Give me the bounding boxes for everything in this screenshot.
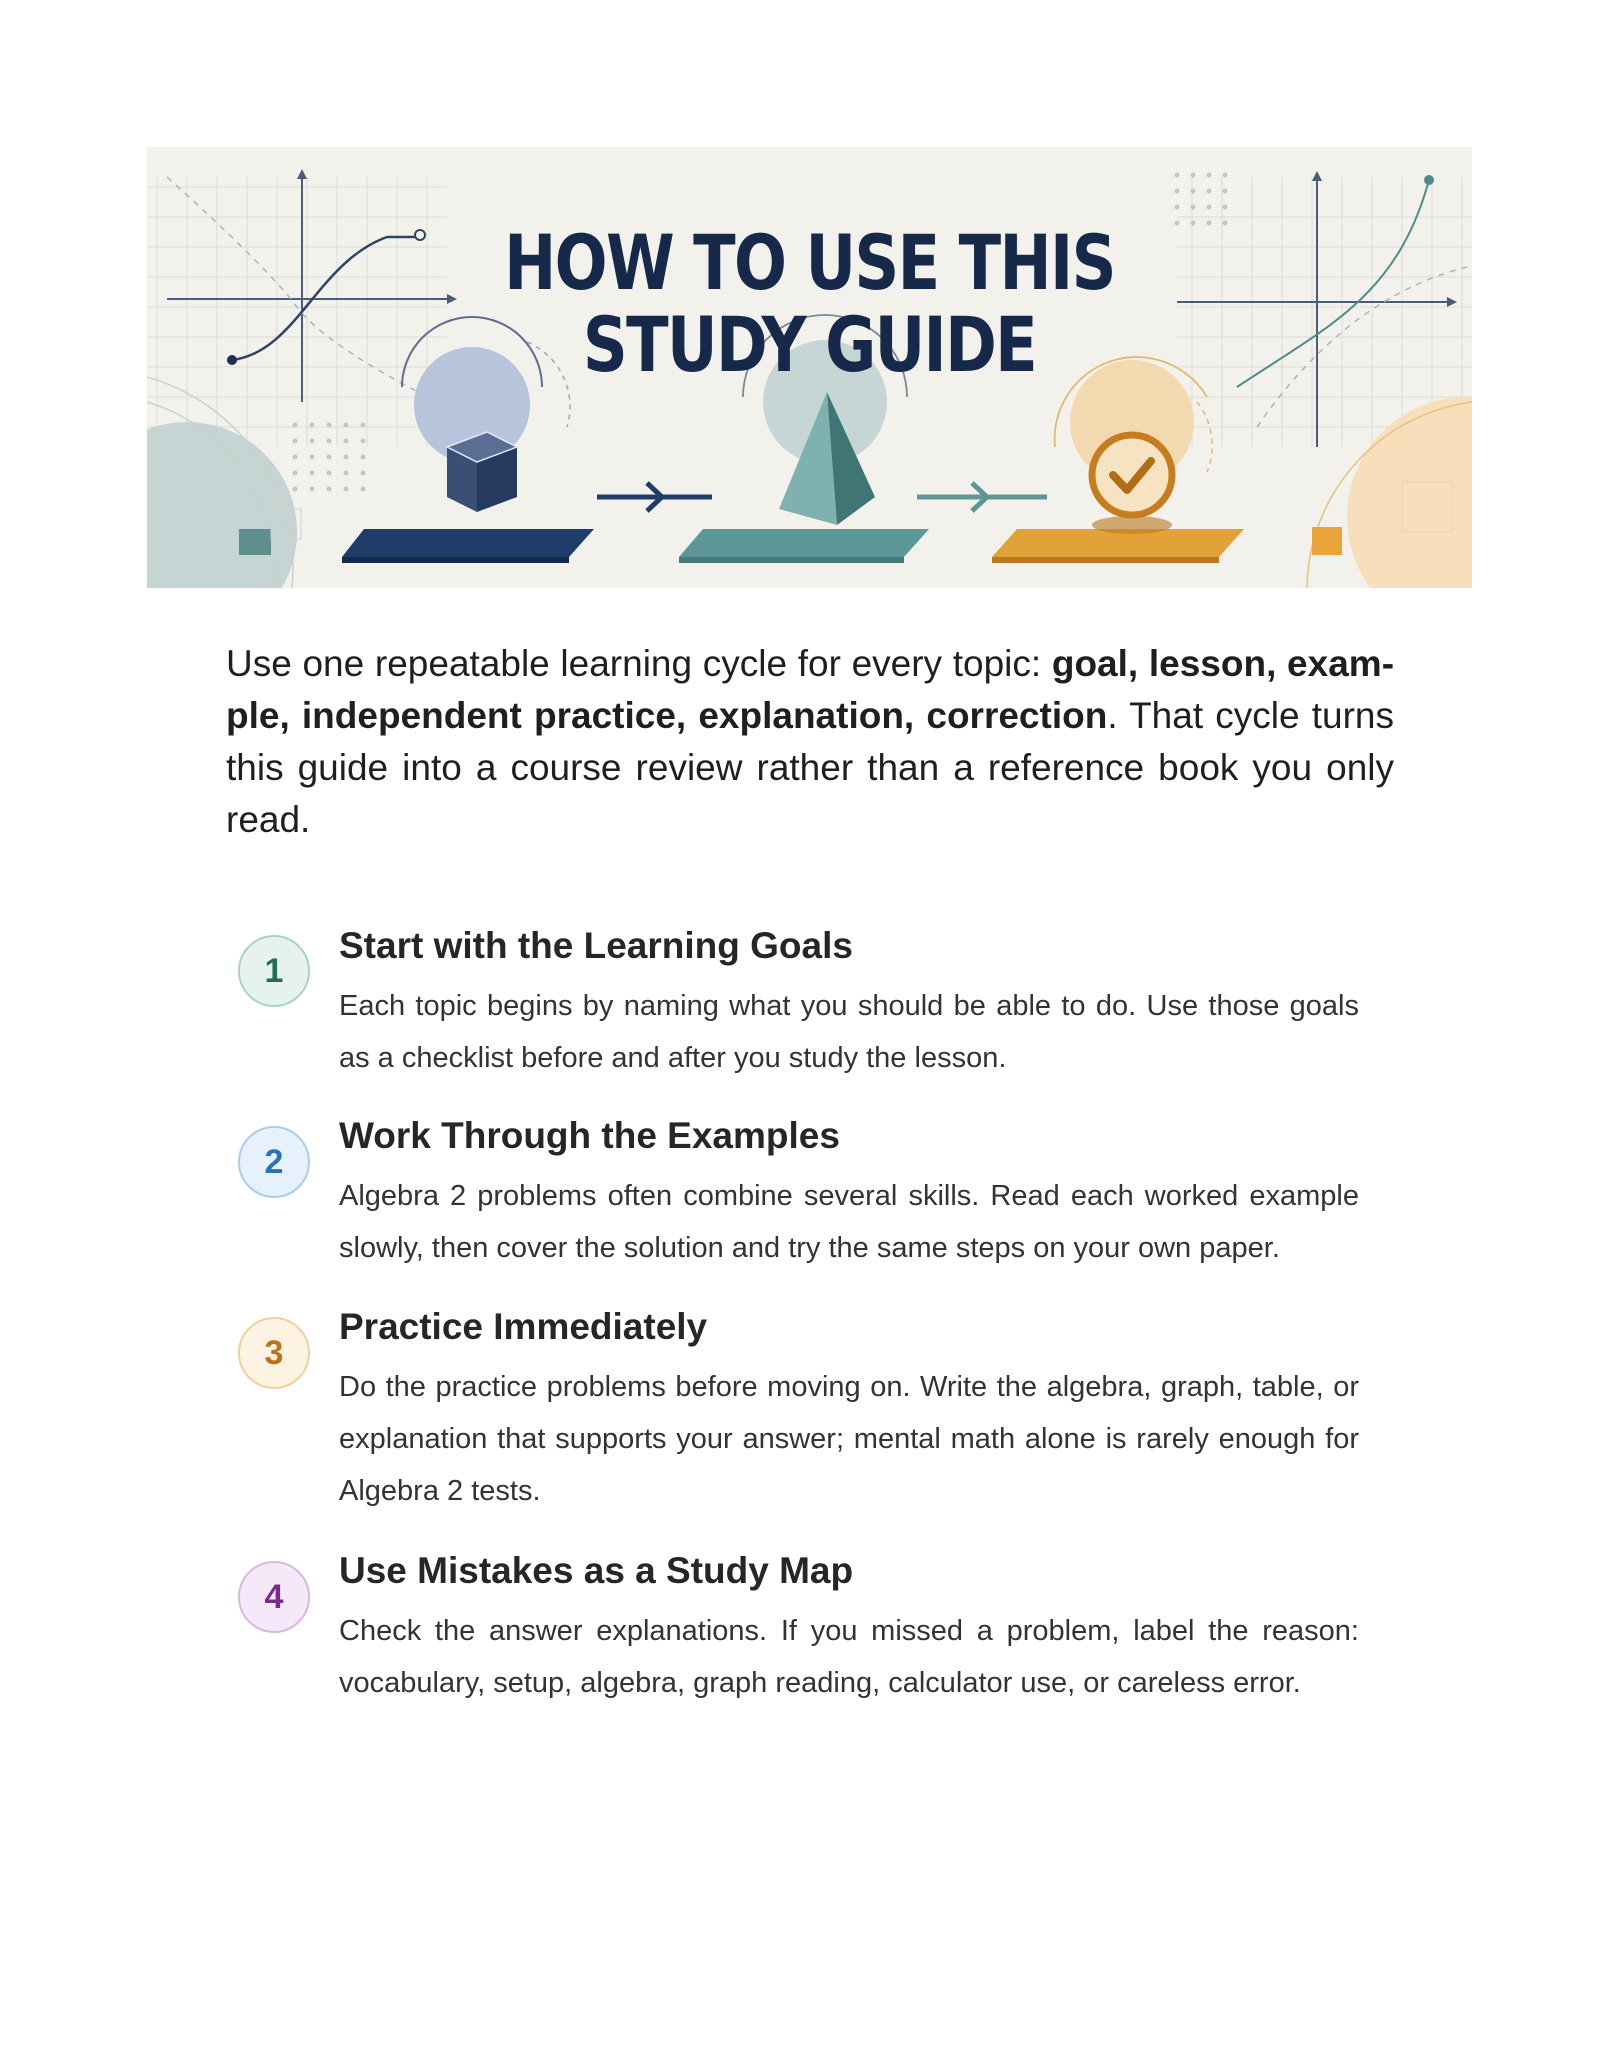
intro-tail: . That cycle turns this guide into a course review rather than a reference book you only read. bbox=[226, 695, 1394, 840]
banner-title-line-2: STUDY GUIDE bbox=[582, 300, 1037, 389]
step-number-badge: 1 bbox=[238, 935, 310, 1007]
step-title: Practice Immediately bbox=[339, 1306, 708, 1347]
step-number-badge: 3 bbox=[238, 1317, 310, 1389]
step-title: Use Mistakes as a Study Map bbox=[339, 1550, 854, 1591]
intro-paragraph bbox=[226, 638, 1394, 846]
banner-title bbox=[266, 218, 1353, 389]
step-body: Check the answer explanations. If you missed a problem, label the reason: vocabulary, setup, algebra, graph reading, calculator use, or careless error. bbox=[339, 1615, 1359, 1699]
banner-title-line-1: HOW TO USE THIS bbox=[504, 218, 1115, 307]
step-title: Start with the Learning Goals bbox=[339, 925, 853, 966]
step-body: Each topic begins by naming what you should be able to do. Use those goals as a checklist before and after you study the lesson. bbox=[339, 990, 1359, 1074]
step-body: Algebra 2 problems often combine several skills. Read each worked example slowly, then cover the solution and try the same steps on your own paper. bbox=[339, 1180, 1359, 1264]
header-banner bbox=[147, 147, 1472, 588]
intro-lead: Use one repeatable learning cycle for every topic: bbox=[226, 643, 1052, 684]
step-number-badge: 2 bbox=[238, 1126, 310, 1198]
step-number-badge: 4 bbox=[238, 1561, 310, 1633]
step-title: Work Through the Examples bbox=[339, 1115, 840, 1156]
step-body: Do the practice problems before moving on. Write the algebra, graph, table, or explanation that supports your answer; mental math alone is rarely enough for Algebra 2 tests. bbox=[339, 1371, 1359, 1507]
intro-cycle-steps: goal, lesson, example, independent practice, explanation, correction bbox=[226, 643, 1395, 736]
